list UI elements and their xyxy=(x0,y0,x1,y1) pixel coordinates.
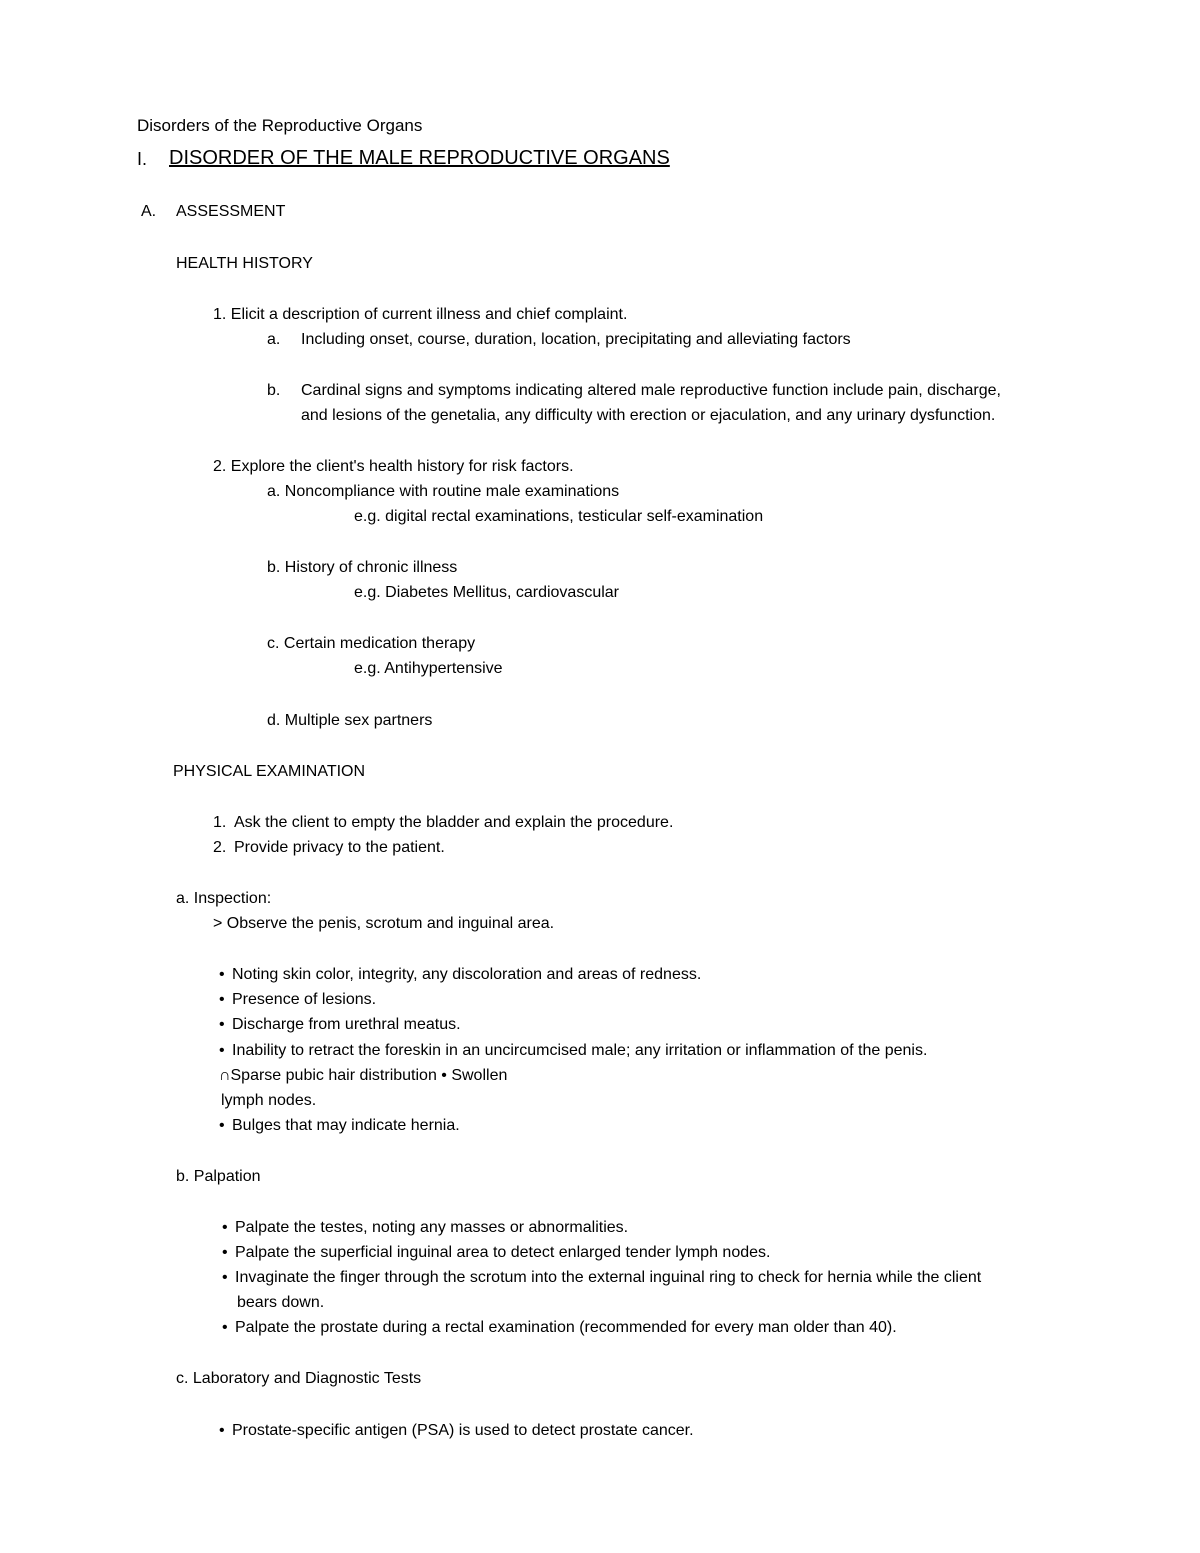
history-item-1a: Including onset, course, duration, location, precipitating and alleviating factors xyxy=(301,331,851,348)
bullet-icon: • xyxy=(219,1042,225,1059)
inspection-line-sparse-hair: ∩Sparse pubic hair distribution • Swollen xyxy=(219,1067,508,1084)
inspection-heading: a. Inspection: xyxy=(176,890,272,907)
bullet-icon: • xyxy=(222,1319,228,1336)
inspection-bullet-text: Noting skin color, integrity, any discoloration and areas of redness. xyxy=(232,966,702,983)
section-i-number: I. xyxy=(137,149,148,169)
bullet-icon: • xyxy=(219,991,225,1008)
lab-tests-heading: c. Laboratory and Diagnostic Tests xyxy=(176,1370,422,1387)
lab-tests-bullet-text: Prostate-specific antigen (PSA) is used to detect prostate cancer. xyxy=(232,1422,694,1439)
inspection-bullet xyxy=(219,1015,461,1035)
section-a-heading: ASSESSMENT xyxy=(176,203,286,220)
palpation-bullet-text: Palpate the superficial inguinal area to detect enlarged tender lymph nodes. xyxy=(235,1244,771,1261)
inspection-bullet xyxy=(219,965,701,985)
section-a-letter: A. xyxy=(141,203,157,220)
exam-step-2: Provide privacy to the patient. xyxy=(234,839,445,856)
inspection-observe: > Observe the penis, scrotum and inguinal area. xyxy=(213,915,555,932)
palpation-bullet-text: Invaginate the finger through the scrotum into the external inguinal ring to check for hernia while the client xyxy=(235,1269,982,1286)
inspection-bullet xyxy=(219,1116,460,1136)
history-item-1a-letter: a. xyxy=(267,331,281,348)
palpation-bullet xyxy=(222,1243,770,1263)
section-i-heading: DISORDER OF THE MALE REPRODUCTIVE ORGANS xyxy=(169,147,670,169)
bullet-icon: • xyxy=(222,1244,228,1261)
palpation-heading: b. Palpation xyxy=(176,1168,261,1185)
palpation-bullet-text: Palpate the testes, noting any masses or abnormalities. xyxy=(235,1219,629,1236)
bullet-icon: • xyxy=(219,966,225,983)
health-history-heading: HEALTH HISTORY xyxy=(176,255,313,272)
inspection-bullet xyxy=(219,1041,927,1061)
exam-step-1-number: 1. xyxy=(213,814,227,831)
bullet-icon: • xyxy=(219,1117,225,1134)
risk-factor-a: a. Noncompliance with routine male examinations xyxy=(267,483,620,500)
bullet-icon: • xyxy=(219,1422,225,1439)
risk-factor-b-example: e.g. Diabetes Mellitus, cardiovascular xyxy=(354,584,620,601)
palpation-bullet-text: Palpate the prostate during a rectal examination (recommended for every man older than 40). xyxy=(235,1319,897,1336)
palpation-bullet xyxy=(222,1218,628,1238)
history-item-1b-line2: and lesions of the genetalia, any difficulty with erection or ejaculation, and any urinary dysfunction. xyxy=(301,407,996,424)
bullet-icon: • xyxy=(219,1016,225,1033)
risk-factor-a-example: e.g. digital rectal examinations, testicular self-examination xyxy=(354,508,764,525)
history-item-1: 1. Elicit a description of current illness and chief complaint. xyxy=(213,306,628,323)
risk-factor-c-example: e.g. Antihypertensive xyxy=(354,660,503,677)
inspection-bullet-text: Presence of lesions. xyxy=(232,991,377,1008)
risk-factor-b: b. History of chronic illness xyxy=(267,559,458,576)
inspection-bullet-text: Inability to retract the foreskin in an uncircumcised male; any irritation or inflammation of the penis. xyxy=(232,1042,928,1059)
history-item-2: 2. Explore the client's health history for risk factors. xyxy=(213,458,574,475)
document-title: Disorders of the Reproductive Organs xyxy=(137,116,423,135)
inspection-bullet-text: Discharge from urethral meatus. xyxy=(232,1016,461,1033)
bullet-icon: • xyxy=(222,1219,228,1236)
risk-factor-c: c. Certain medication therapy xyxy=(267,635,476,652)
exam-step-2-number: 2. xyxy=(213,839,227,856)
palpation-bullet xyxy=(222,1268,981,1288)
physical-exam-heading: PHYSICAL EXAMINATION xyxy=(173,763,366,780)
bullet-icon: • xyxy=(222,1269,228,1286)
history-item-1b-letter: b. xyxy=(267,382,281,399)
palpation-bullet-continuation: bears down. xyxy=(237,1294,325,1311)
lab-tests-bullet xyxy=(219,1421,694,1441)
history-item-1b-line1: Cardinal signs and symptoms indicating altered male reproductive function include pain, discharge, xyxy=(301,382,1001,399)
inspection-line-lymph-nodes: lymph nodes. xyxy=(221,1092,317,1109)
exam-step-1: Ask the client to empty the bladder and explain the procedure. xyxy=(234,814,674,831)
palpation-bullet xyxy=(222,1318,897,1338)
inspection-bullet-text: Bulges that may indicate hernia. xyxy=(232,1117,460,1134)
risk-factor-d: d. Multiple sex partners xyxy=(267,712,433,729)
inspection-bullet xyxy=(219,990,376,1010)
